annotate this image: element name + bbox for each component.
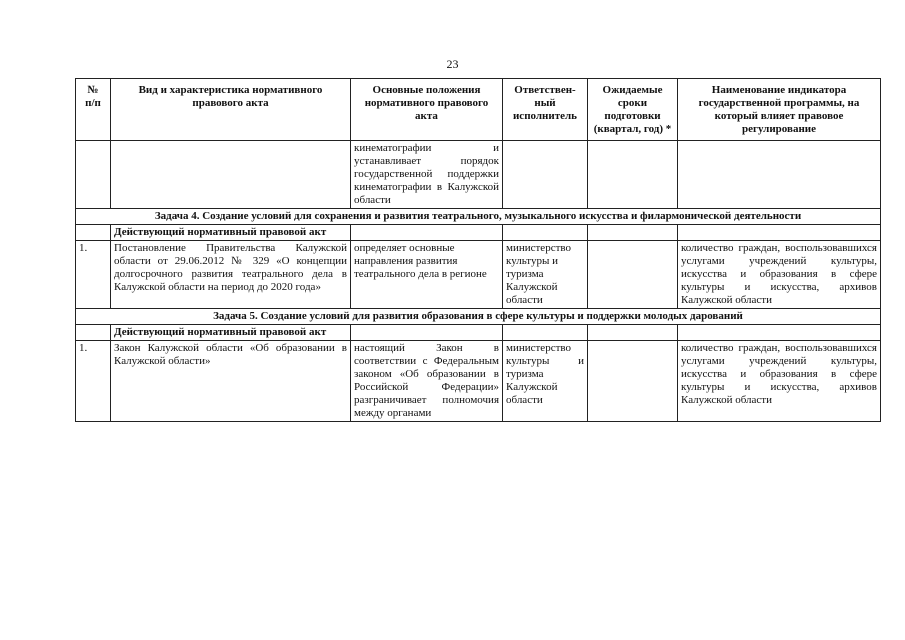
header-deadline: Ожидаемые сроки подготовки (квартал, год) * xyxy=(588,79,678,141)
row-num: 1. xyxy=(76,241,111,309)
task-5-subheader: Действующий нормативный правовой акт xyxy=(111,325,351,341)
header-executor: Ответствен-ный исполнитель xyxy=(503,79,588,141)
table-row xyxy=(76,141,881,209)
row-provisions: определяет основные направления развития театрального дела в регионе xyxy=(351,241,503,309)
continuation-provisions: кинематографии и устанавливает порядок государственной поддержки кинематографии в Калужской области xyxy=(351,141,503,209)
header-row xyxy=(76,79,881,141)
header-indicator: Наименование индикатора государственной программы, на который влияет правовое регулирование xyxy=(678,79,881,141)
header-act-type: Вид и характеристика нормативного правового акта xyxy=(111,79,351,141)
row-deadline xyxy=(588,241,678,309)
subheader-row xyxy=(76,225,881,241)
row-provisions: настоящий Закон в соответствии с Федеральным законом «Об образовании в Российской Федерации» разграничивает полномочия между органами xyxy=(351,341,503,422)
task-4-row xyxy=(76,209,881,225)
row-act: Закон Калужской области «Об образовании в Калужской области» xyxy=(111,341,351,422)
row-indicator: количество граждан, воспользовавшихся услугами учреждений культуры, искусства и образования в сфере культуры и искусства, архивов Калужской области xyxy=(678,241,881,309)
task-5-row xyxy=(76,309,881,325)
page-number: 23 xyxy=(446,57,459,71)
row-executor: министерство культуры и туризма Калужской области xyxy=(503,241,588,309)
subheader-row xyxy=(76,325,881,341)
legal-acts-table xyxy=(75,78,881,422)
row-executor: министерство культуры и туризма Калужской области xyxy=(503,341,588,422)
row-deadline xyxy=(588,341,678,422)
row-indicator: количество граждан, воспользовавшихся услугами учреждений культуры, искусства и образования в сфере культуры и искусства, архивов Калужской области xyxy=(678,341,881,422)
row-num: 1. xyxy=(76,341,111,422)
task-4-subheader: Действующий нормативный правовой акт xyxy=(111,225,351,241)
header-num: № п/п xyxy=(76,79,111,141)
task-5-title: Задача 5. Создание условий для развития образования в сфере культуры и поддержки молодых дарований xyxy=(76,309,881,325)
task-4-title: Задача 4. Создание условий для сохранения и развития театрального, музыкального искусства и филармонической деятельности xyxy=(76,209,881,225)
row-act: Постановление Правительства Калужской области от 29.06.2012 № 329 «О концепции долгосрочного развития театрального дела в Калужской области на период до 2020 года» xyxy=(111,241,351,309)
header-provisions: Основные положения нормативного правового акта xyxy=(351,79,503,141)
table-row xyxy=(76,241,881,309)
table-row xyxy=(76,341,881,422)
